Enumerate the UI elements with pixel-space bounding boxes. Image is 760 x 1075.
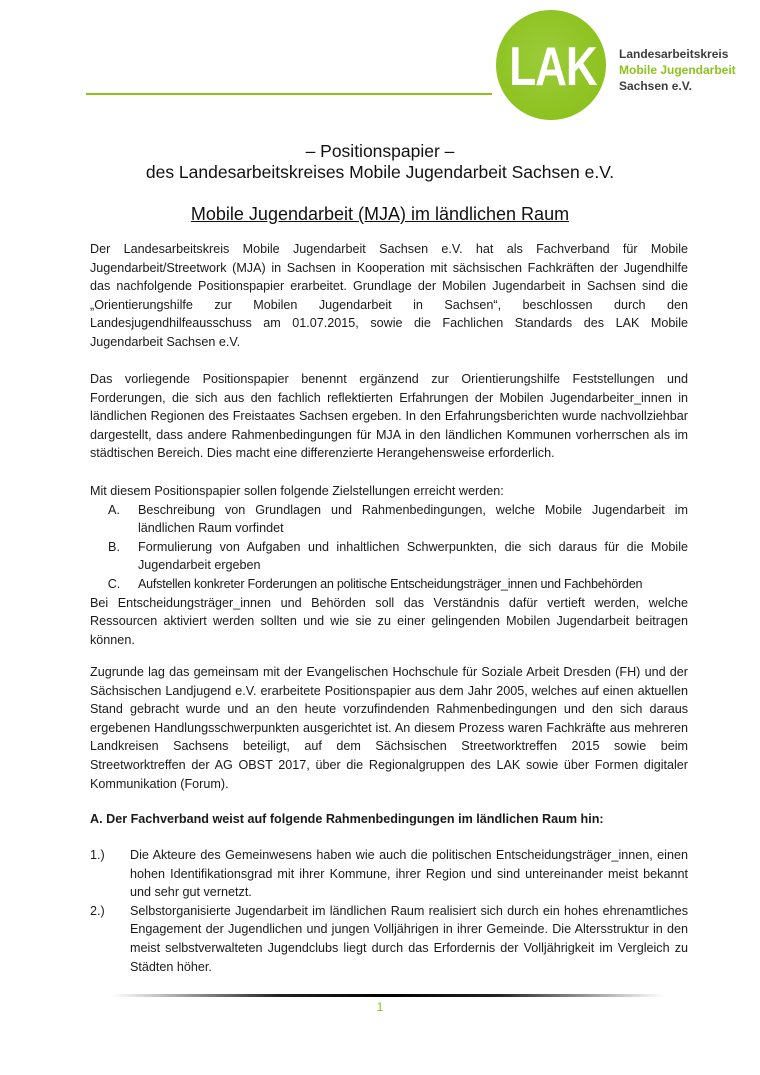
lak-logo [496,6,736,124]
document-subtitle: Mobile Jugendarbeit (MJA) im ländlichen Raum [190,204,570,224]
goals-outro: Bei Entscheidungsträger_innen und Behörden soll das Verständnis dafür vertieft werden, welche Ressourcen aktiviert werden sollten und wie sie zu einer gelingenden Mobilen Jugendarbeit beitragen können. [90,595,688,647]
page-number: 1 [376,1000,384,1014]
list-item [90,846,688,902]
background-paragraph: Zugrunde lag das gemeinsam mit der Evangelischen Hochschule für Soziale Arbeit Dresden (FH) und der Sächsischen Landjugend e.V. erarbeitete Positionspapier aus dem Jahr 2005, welches auf einen aktuellen Stand gebracht wurde und an den heute vorzufindenden Rahmenbedingungen und den sich daraus ergebenen Handlungsschwerpunkten ausgerichtet ist. An diesem Prozess waren Fachkräfte aus mehreren Landkreisen Sachsens beteiligt, auf dem Sächsischen Streetworktreffen 2015 sowie beim Streetworktreffen der AG OBST 2017, über die Regionalgruppen des LAK sowie über Formen digitaler Kommunikation (Forum). [90,665,688,791]
goal-item [90,501,688,538]
section-a-heading: A. Der Fachverband weist auf folgende Rahmenbedingungen im ländlichen Raum hin: [90,812,604,826]
header-divider [86,93,492,95]
goal-item [90,538,688,575]
list-item-text: Selbstorganisierte Jugendarbeit im ländlichen Raum realisiert sich durch ein hohes ehrenamtliches Engagement der Jugendlichen und jungen Volljährigen in ihrer Gemeinde. Die Altersstruktur in den meist selbstverwalteten Jugendclubs liegt durch das Erfordernis der Volljährigkeit im Vergleich zu Städten höher. [130,903,688,974]
goals-intro: Mit diesem Positionspapier sollen folgende Zielstellungen erreicht werden: [90,484,504,498]
logo-letters: LAK [509,36,597,98]
intro-paragraph: Der Landesarbeitskreis Mobile Jugendarbeit Sachsen e.V. hat als Fachverband für Mobile Jugendarbeit/Streetwork (MJA) in Sachsen in Kooperation mit sächsischen Fachkräften der Jugendhilfe das nachfolgende Positionspapier erarbeitet. Grundlage der Mobilen Jugendarbeit in Sachsen sind die „Orientierungshilfe zur Mobilen Jugendarbeit in Sachsen“, beschlossen durch den Landesjugendhilfeausschuss am 01.07.2015, sowie die Fachlichen Standards des LAK Mobile Jugendarbeit Sachsen e.V. [90,242,688,349]
logo-line-3: Sachsen e.V. [619,79,692,93]
goal-item [90,575,688,594]
document-author-line: des Landesarbeitskreises Mobile Jugendarbeit Sachsen e.V. [145,162,615,182]
list-item [90,902,688,976]
goal-text: Formulierung von Aufgaben und inhaltlichen Schwerpunkten, die sich daraus für die Mobile Jugendarbeit ergeben [138,539,688,573]
logo-wordmark [619,46,736,94]
purpose-paragraph: Das vorliegende Positionspapier benennt ergänzend zur Orientierungshilfe Feststellungen und Forderungen, die sich aus den fachlich reflektierten Erfahrungen der Mobilen Jugendarbeiter_innen in ländlichen Regionen des Freistaates Sachsen ergeben. In den Erfahrungsberichten wurde nachvollziehbar dargestellt, dass andere Rahmenbedingungen für MJA in den ländlichen Kommunen vorherrschen als im städtischen Bereich. Dies macht eine differenzierte Herangehensweise erforderlich. [90,372,688,461]
goal-text: Aufstellen konkreter Forderungen an politische Entscheidungsträger_innen und Fachbehörden [138,576,643,591]
document-title: – Positionspapier – [305,141,455,161]
goal-text: Beschreibung von Grundlagen und Rahmenbedingungen, welche Mobile Jugendarbeit im ländlichen Raum vorfindet [138,502,688,536]
footer-divider [113,994,663,997]
goal-label: B. [108,539,120,554]
goal-label: A. [108,502,120,517]
logo-line-2: Mobile Jugendarbeit [619,63,736,77]
goals-section [90,482,688,649]
logo-line-1: Landesarbeitskreis [619,47,729,61]
goal-label: C. [107,576,121,591]
section-a-list [90,846,688,976]
list-item-number: 2.) [90,903,105,918]
list-item-text: Die Akteure des Gemeinwesens haben wie auch die politischen Entscheidungsträger_innen, einen hohen Identifikationsgrad mit ihrer Kommune, ihrer Region und sind untereinander meist bekannt und sehr gut vernetzt. [130,848,688,900]
list-item-number: 1.) [90,848,105,862]
